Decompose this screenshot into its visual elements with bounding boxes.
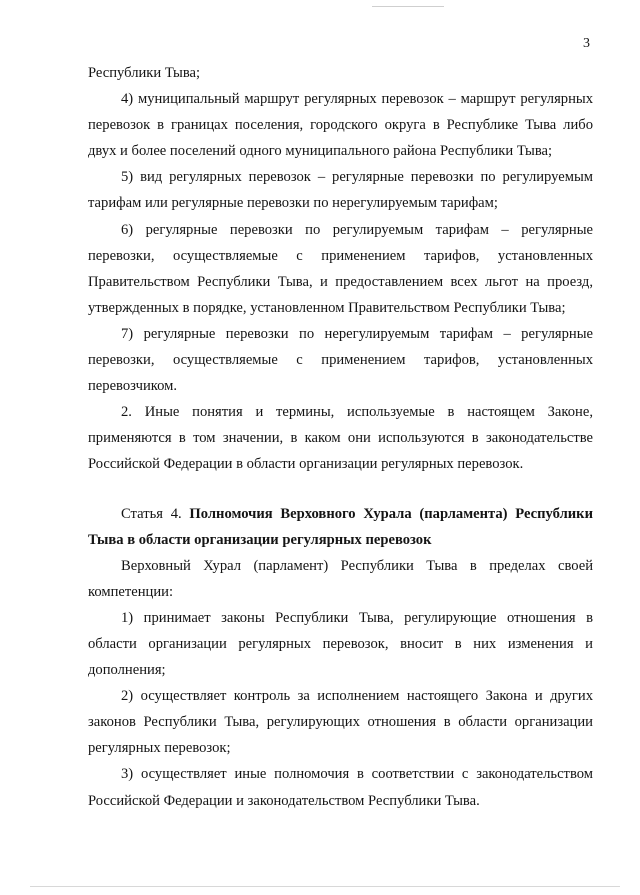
article-item-1: 1) принимает законы Республики Тыва, регулирующие отношения в области организации регулярных перевозок, вносит в них изменения и дополнения; <box>88 609 593 679</box>
paragraph-continuation: Республики Тыва; <box>88 65 201 81</box>
scan-artifact-top <box>372 6 444 7</box>
article-item-2: 2) осуществляет контроль за исполнением настоящего Закона и других законов Республики Тыва, регулирующих отношения в области организации регулярных перевозок; <box>88 688 593 757</box>
article-heading <box>88 501 593 553</box>
article-intro: Верховный Хурал (парламент) Республики Тыва в пределах своей компетенции: <box>88 557 593 600</box>
article-number: Статья 4. <box>121 505 182 522</box>
scan-artifact-bottom <box>30 886 620 887</box>
paragraph-item-7: 7) регулярные перевозки по нерегулируемым тарифам – регулярные перевозки, осуществляемые с применением тарифов, установленных перевозчиком. <box>88 325 593 395</box>
paragraph-item-5: 5) вид регулярных перевозок – регулярные перевозки по регулируемым тарифам или регулярные перевозки по нерегулируемым тарифам; <box>88 169 593 212</box>
paragraph-item-4: 4) муниципальный маршрут регулярных перевозок – маршрут регулярных перевозок в границах поселения, городского округа в Республике Тыва либо двух и более поселений одного муниципального района Республики Тыва; <box>88 91 593 160</box>
section-spacer <box>88 478 593 501</box>
paragraph-item-6: 6) регулярные перевозки по регулируемым тарифам – регулярные перевозки, осуществляемые с применением тарифов, установленных Правительством Республики Тыва, и предоставлением всех льгот на проезд, утвержденных в порядке, установленном Правительством Республики Тыва; <box>88 221 593 316</box>
page-number: 3 <box>583 36 590 51</box>
article-item-3: 3) осуществляет иные полномочия в соответствии с законодательством Российской Федерации и законодательством Республики Тыва. <box>88 766 593 809</box>
document-body <box>88 60 593 814</box>
paragraph-part-2: 2. Иные понятия и термины, используемые в настоящем Законе, применяются в том значении, в каком они используются в законодательстве Российской Федерации в области организации регулярных перевозок. <box>88 404 593 473</box>
article-title: Полномочия Верховного Хурала (парламента) Республики Тыва в области организации регулярных перевозок <box>88 505 593 548</box>
